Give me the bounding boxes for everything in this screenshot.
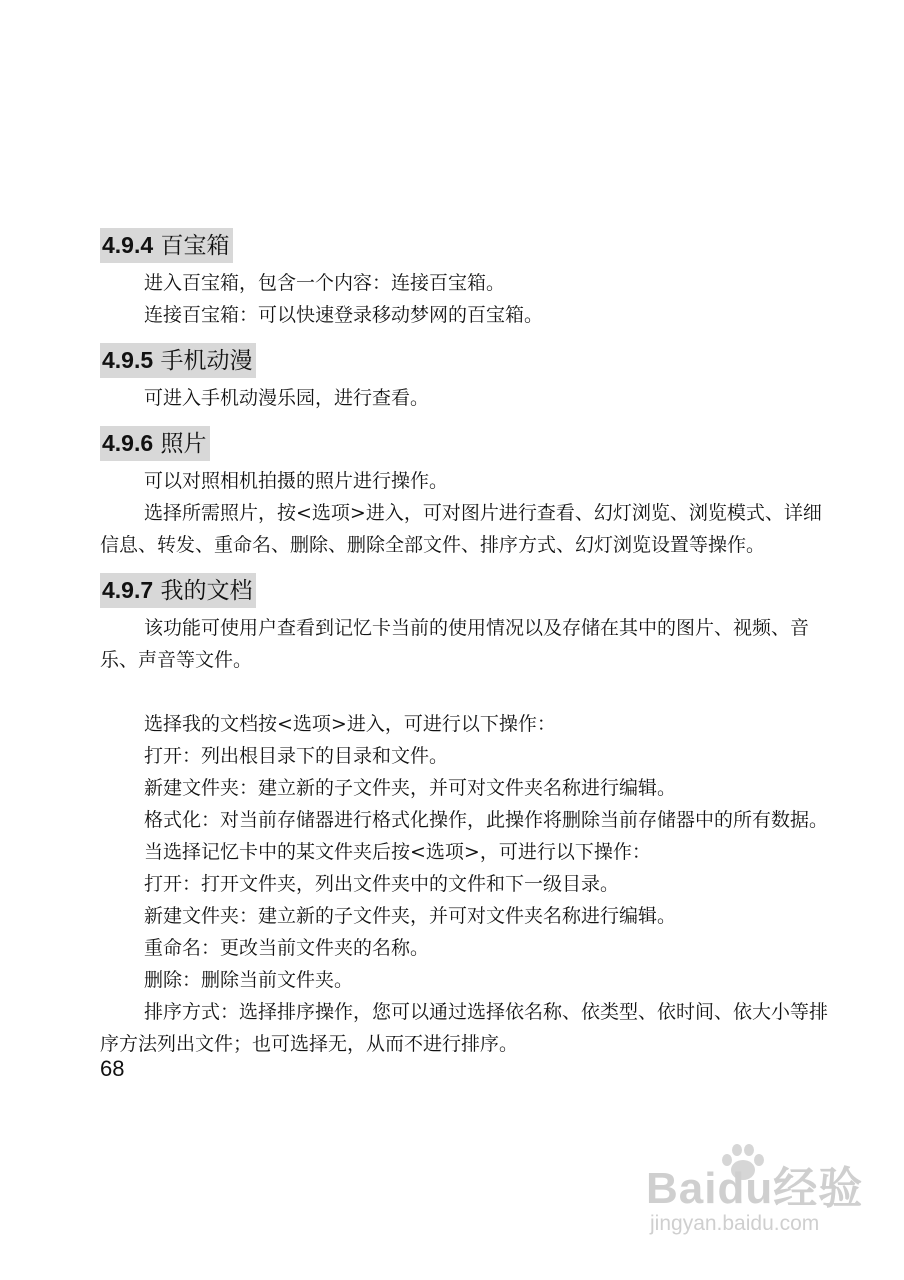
paragraph: 可以对照相机拍摄的照片进行操作。 bbox=[144, 470, 449, 492]
document-body bbox=[100, 228, 840, 1072]
section-number: 4.9.4 bbox=[102, 232, 154, 258]
paragraph: 选择所需照片，按<选项>进入，可对图片进行查看、幻灯浏览、浏览模式、详细信息、转发、重命名、删除、删除全部文件、排序方式、幻灯浏览设置等操作。 bbox=[100, 502, 822, 556]
paragraph: 删除：删除当前文件夹。 bbox=[144, 969, 354, 991]
paragraph: 新建文件夹：建立新的子文件夹，并可对文件夹名称进行编辑。 bbox=[144, 777, 677, 799]
section-number: 4.9.7 bbox=[102, 577, 154, 603]
section-heading bbox=[100, 426, 210, 461]
paragraph: 打开：打开文件夹，列出文件夹中的文件和下一级目录。 bbox=[144, 873, 620, 895]
paragraph: 可进入手机动漫乐园，进行查看。 bbox=[144, 387, 430, 409]
section-4-9-7 bbox=[100, 573, 840, 1060]
paragraph: 重命名：更改当前文件夹的名称。 bbox=[144, 937, 430, 959]
page-number: 68 bbox=[100, 1056, 125, 1081]
section-heading bbox=[100, 343, 256, 378]
section-4-9-6 bbox=[100, 426, 840, 561]
paragraph: 选择我的文档按<选项>进入，可进行以下操作： bbox=[144, 713, 556, 735]
watermark-url: jingyan.baidu.com bbox=[650, 1212, 820, 1235]
section-title: 百宝箱 bbox=[160, 233, 230, 259]
paragraph: 进入百宝箱，包含一个内容：连接百宝箱。 bbox=[144, 272, 506, 294]
paragraph: 该功能可使用户查看到记忆卡当前的使用情况以及存储在其中的图片、视频、音乐、声音等文件。 bbox=[100, 617, 810, 671]
paragraph: 打开：列出根目录下的目录和文件。 bbox=[144, 745, 449, 767]
paragraph: 连接百宝箱：可以快速登录移动梦网的百宝箱。 bbox=[144, 304, 544, 326]
baidu-watermark bbox=[640, 1140, 870, 1250]
paragraph: 新建文件夹：建立新的子文件夹，并可对文件夹名称进行编辑。 bbox=[144, 905, 677, 927]
section-title: 照片 bbox=[160, 431, 207, 457]
section-4-9-4 bbox=[100, 228, 840, 331]
section-title: 我的文档 bbox=[160, 578, 253, 604]
section-number: 4.9.6 bbox=[102, 430, 154, 456]
section-4-9-5 bbox=[100, 343, 840, 414]
paragraph: 排序方式：选择排序操作，您可以通过选择依名称、依类型、依时间、依大小等排序方法列出文件；也可选择无，从而不进行排序。 bbox=[100, 1001, 829, 1055]
paragraph: 格式化：对当前存储器进行格式化操作，此操作将删除当前存储器中的所有数据。 bbox=[144, 809, 829, 831]
paragraph: 当选择记忆卡中的某文件夹后按<选项>，可进行以下操作： bbox=[144, 841, 651, 863]
section-title: 手机动漫 bbox=[160, 348, 253, 374]
watermark-logo: Baidu经验 bbox=[646, 1164, 864, 1213]
section-heading bbox=[100, 228, 233, 263]
section-heading bbox=[100, 573, 256, 608]
section-number: 4.9.5 bbox=[102, 347, 154, 373]
